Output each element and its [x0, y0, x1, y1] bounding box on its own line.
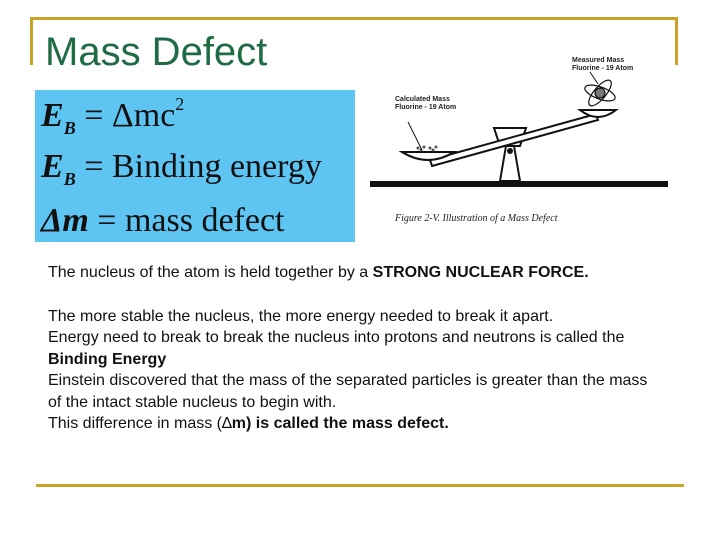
formula-box [35, 90, 355, 242]
paragraph-einstein: Einstein discovered that the mass of the separated particles is greater than the mass of the intact stable nucleus to begin with. [48, 372, 648, 411]
eq2-lhs: E [41, 148, 64, 185]
calc-leader [408, 122, 422, 150]
paragraph-stability: The more stable the nucleus, the more energy needed to break it apart. [48, 307, 554, 325]
paragraph-binding-energy: Energy need to break to break the nucleus into protons and neutrons is called the Binding Energy [48, 329, 625, 368]
left-rule [30, 17, 33, 65]
eq1-rhs: = Δmc$^2$ [84, 94, 185, 134]
eq2-lhs-sub: B [63, 169, 76, 189]
measured-mass-label: Measured Mass Fluorine - 19 Atom [572, 57, 634, 72]
top-rule [30, 17, 678, 20]
eq1-lhs-sub: B [63, 118, 76, 138]
figure-caption: Figure 2-V. Illustration of a Mass Defect [395, 213, 558, 224]
bottom-rule [36, 484, 684, 487]
scale-pivot [507, 148, 513, 154]
equation-binding-energy-definition [41, 148, 322, 190]
body-text [48, 262, 648, 435]
equation-mass-defect-definition [41, 202, 284, 240]
eq2-rhs: = Binding energy [84, 148, 322, 185]
balance-scale-figure [368, 50, 668, 235]
eq1-lhs: E [41, 97, 64, 134]
equation-binding-energy-formula [41, 94, 184, 139]
meas-leader [590, 72, 598, 84]
right-rule [675, 17, 678, 65]
slide-title: Mass Defect [45, 30, 268, 74]
fluorine-atom-icon [583, 77, 617, 109]
paragraph-mass-defect: This difference in mass (∆m) is called the mass defect. [48, 415, 449, 432]
eq3-rhs: = mass defect [97, 202, 285, 239]
eq3-lhs: Δm [41, 202, 89, 239]
calculated-mass-label: Calculated Mass Fluorine - 19 Atom [395, 96, 457, 111]
paragraph-strong-force: The nucleus of the atom is held together by a STRONG NUCLEAR FORCE. [48, 264, 589, 281]
